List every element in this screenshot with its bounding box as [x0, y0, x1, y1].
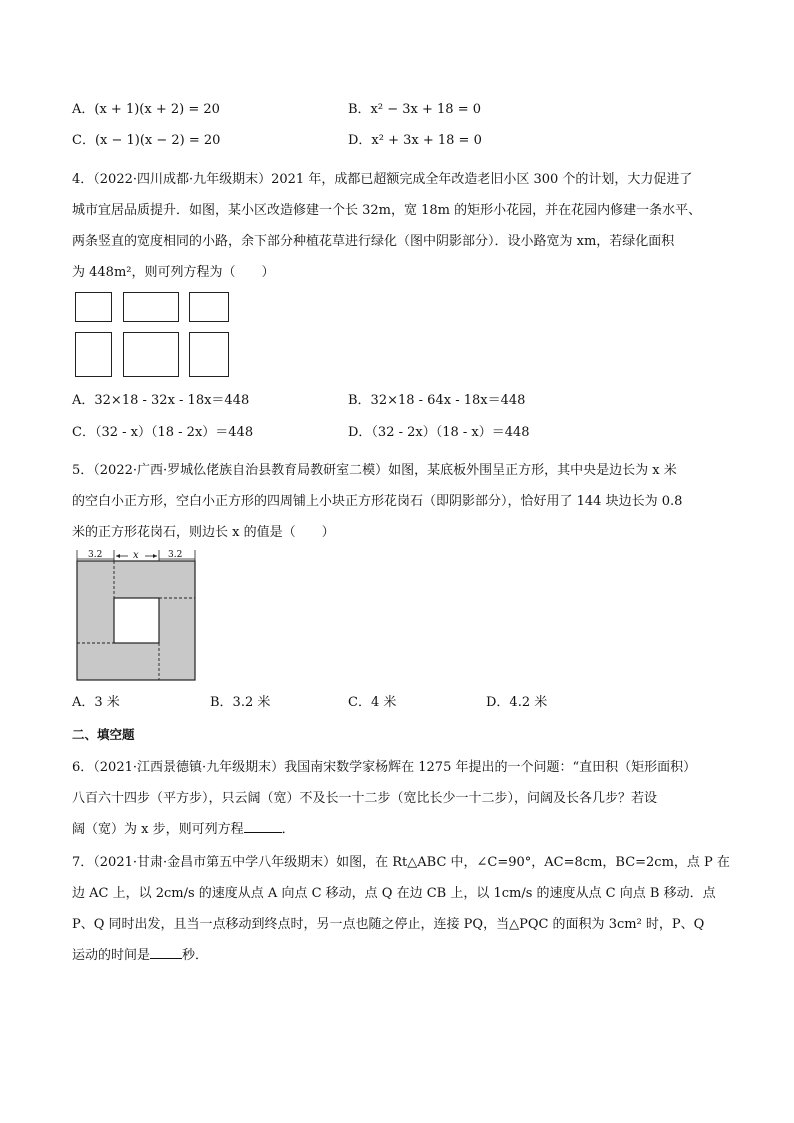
garden-plot — [189, 292, 229, 322]
section-title: 二、填空题 — [72, 727, 135, 742]
dimension-label-right: 3.2 — [168, 550, 183, 560]
q3-option-a: A．(x + 1)(x + 2) = 20 — [72, 102, 220, 117]
q7-line-1: 7．（2021·甘肃·金昌市第五中学八年级期末）如图，在 Rt△ABC 中，∠C=90°，AC=8cm，BC=2cm，点 P 在 — [72, 855, 730, 870]
garden-plot — [75, 292, 112, 322]
q4-option-c: C．（32 - x）（18 - 2x）＝448 — [72, 425, 254, 440]
q6-line-2: 八百六十四步（平方步），只云阔（宽）不及长一十二步（宽比长少一十二步），问阔及长各几步？若设 — [72, 791, 658, 806]
q3-option-b: B．x² − 3x + 18 = 0 — [348, 102, 481, 117]
q7-line-4 — [72, 940, 722, 971]
arrowhead — [116, 554, 120, 558]
q5-line-1: 5．（2022·广西·罗城仫佬族自治县教育局教研室二模）如图，某底板外围呈正方形，其中央是边长为 x 米 — [72, 463, 677, 478]
q6-tail: ． — [281, 822, 295, 837]
q3-option-c: C．(x − 1)(x − 2) = 20 — [72, 133, 221, 148]
q6-line-1: 6．（2021·江西景德镇·九年级期末）我国南宋数学家杨辉在 1275 年提出的一个问题：“直田积（矩形面积） — [72, 760, 697, 775]
q6-line-3 — [72, 814, 722, 845]
q5-option-a: A．3 米 — [72, 695, 120, 710]
garden-plot — [75, 332, 112, 377]
dimension-label-left: 3.2 — [88, 550, 103, 560]
answer-blank[interactable] — [244, 820, 282, 833]
q7-line-3: P、Q 同时出发，且当一点移动到终点时，另一点也随之停止，连接 PQ，当△PQC 的面积为 3cm² 时，P、Q — [72, 917, 705, 932]
q4-line-3: 两条竖直的宽度相同的小路，余下部分种植花草进行绿化（图中阴影部分）．设小路宽为 xm，若绿化面积 — [72, 234, 675, 249]
q4-line-2: 城市宜居品质提升．如图，某小区改造修建一个长 32m，宽 18m 的矩形小花园，并在花园内修建一条水平、 — [72, 203, 702, 218]
garden-plot — [189, 332, 229, 377]
q7-line-4-text: 运动的时间是 — [72, 948, 151, 963]
q4-line-1: 4．（2022·四川成都·九年级期末）2021 年，成都已超额完成全年改造老旧小区 300 个的计划，大力促进了 — [72, 172, 693, 187]
q5-option-b: B．3.2 米 — [210, 695, 271, 710]
q7-tail: 秒． — [182, 948, 209, 963]
q4-option-a: A．32×18 - 32x - 18x＝448 — [72, 393, 250, 408]
q3-option-d: D．x² + 3x + 18 = 0 — [348, 133, 482, 148]
blank-center-square — [114, 598, 159, 643]
q5-line-2: 的空白小正方形，空白小正方形的四周铺上小块正方形花岗石（即阴影部分），恰好用了 144 块边长为 0.8 — [72, 494, 683, 509]
q4-line-4: 为 448m²，则可列方程为（ ） — [72, 265, 275, 280]
q4-option-d: D．（32 - 2x）（18 - x）＝448 — [348, 425, 530, 440]
q6-line-3-text: 阔（宽）为 x 步，则可列方程 — [72, 822, 244, 837]
q5-line-3: 米的正方形花岗石，则边长 x 的值是（ ） — [72, 525, 335, 540]
answer-blank[interactable] — [150, 946, 182, 959]
q6-stem — [72, 752, 722, 845]
q4-stem — [72, 164, 722, 288]
q5-option-c: C．4 米 — [348, 695, 397, 710]
q4-option-b: B．32×18 - 64x - 18x＝448 — [348, 393, 526, 408]
q5-figure-svg — [76, 549, 197, 681]
q7-line-2: 边 AC 上，以 2cm/s 的速度从点 A 向点 C 移动，点 Q 在边 CB 上，以 1cm/s 的速度从点 C 向点 B 移动．点 — [72, 886, 716, 901]
garden-plot — [123, 292, 179, 322]
q5-stem — [72, 455, 722, 548]
q5-option-d: D．4.2 米 — [486, 695, 548, 710]
q5-floor-figure — [76, 549, 197, 681]
garden-plot — [123, 332, 179, 377]
dimension-label-x: x — [133, 550, 139, 561]
q7-stem — [72, 847, 730, 971]
arrowhead — [153, 554, 157, 558]
